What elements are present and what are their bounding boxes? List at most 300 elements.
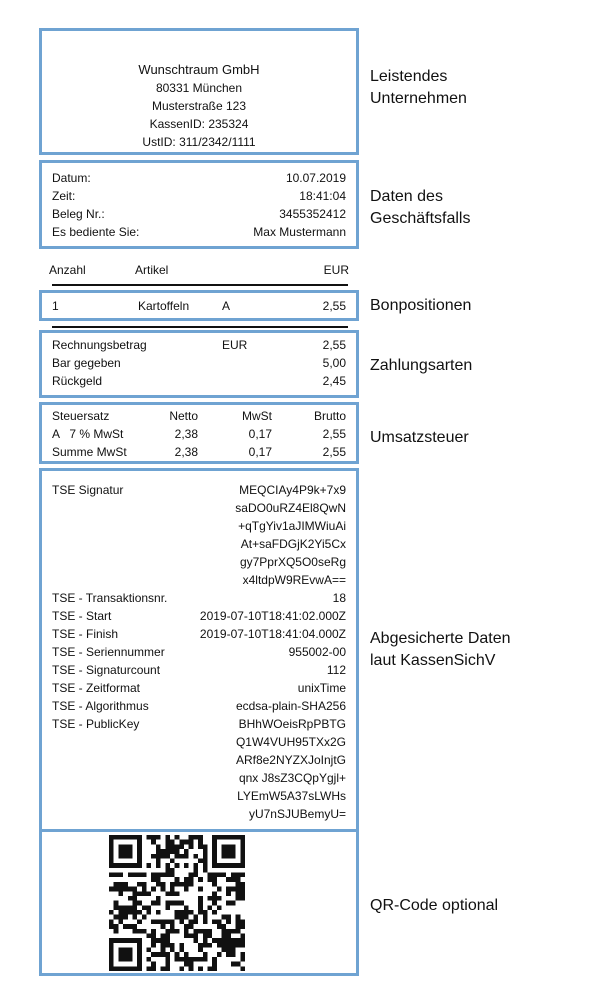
qr-module [123, 915, 128, 920]
qr-module [198, 948, 203, 953]
label-company-line: Unternehmen [370, 90, 467, 107]
qr-module [203, 943, 208, 948]
qr-module [156, 835, 161, 840]
qr-module [151, 854, 156, 859]
qr-module [137, 901, 142, 906]
qr-module [240, 891, 245, 896]
served-by-row [52, 223, 346, 241]
qr-module [118, 882, 123, 887]
qr-module [156, 863, 161, 868]
qr-module [226, 891, 231, 896]
qr-module [198, 905, 203, 910]
company-street: Musterstraße 123 [151, 99, 247, 113]
qr-module [156, 896, 161, 901]
date-row [52, 169, 346, 187]
qr-module [193, 929, 198, 934]
qr-module [240, 952, 245, 957]
qr-module [226, 938, 231, 943]
qr-module [212, 962, 217, 967]
label-transaction-line: Geschäftsfalls [370, 210, 471, 227]
qr-module [132, 873, 137, 878]
qr-module [198, 966, 203, 971]
qr-module [109, 858, 114, 863]
qr-module [179, 901, 184, 906]
qr-module [236, 924, 241, 929]
qr-module [222, 844, 227, 849]
qr-module [236, 929, 241, 934]
qr-module [203, 929, 208, 934]
qr-module [212, 840, 217, 845]
qr-module [207, 933, 212, 938]
qr-module [236, 863, 241, 868]
tse-field-label: TSE - Start [52, 609, 112, 623]
qr-module [132, 938, 137, 943]
tse-signature-row [52, 553, 346, 571]
item-article: Kartoffeln [138, 299, 190, 313]
qr-module [189, 966, 194, 971]
qr-module [123, 905, 128, 910]
tse-publickey-row [52, 805, 346, 823]
qr-module [231, 854, 236, 859]
qr-module [184, 933, 189, 938]
qr-module [240, 938, 245, 943]
qr-module [123, 952, 128, 957]
items-header-divider [52, 284, 348, 286]
qr-module [128, 849, 133, 854]
qr-module [151, 966, 156, 971]
qr-module [175, 929, 180, 934]
qr-module [179, 840, 184, 845]
qr-module [109, 854, 114, 859]
qr-module [132, 910, 137, 915]
qr-module [156, 910, 161, 915]
qr-module [184, 910, 189, 915]
qr-module [156, 882, 161, 887]
qr-module [212, 863, 217, 868]
company-name: Wunschtraum GmbH [138, 62, 260, 77]
qr-module [179, 957, 184, 962]
qr-module [236, 915, 241, 920]
qr-module [222, 938, 227, 943]
items-total-divider [52, 326, 348, 328]
qr-module [198, 858, 203, 863]
qr-module [109, 887, 114, 892]
total-row [52, 336, 346, 354]
qr-module [207, 877, 212, 882]
qr-module [175, 957, 180, 962]
tax-sum-gross: 2,55 [322, 445, 346, 459]
tax-header-row [52, 407, 346, 425]
tse-signature-row [52, 535, 346, 553]
qr-module [170, 849, 175, 854]
qr-module [222, 915, 227, 920]
qr-module [109, 840, 114, 845]
qr-module [118, 957, 123, 962]
payment-box [39, 330, 359, 398]
tse-publickey-line: yU7nSJUBemyU= [248, 807, 346, 821]
qr-module [217, 938, 222, 943]
qr-module [170, 840, 175, 845]
qr-module [142, 915, 147, 920]
qr-module [236, 835, 241, 840]
qr-module [156, 901, 161, 906]
qr-module [151, 901, 156, 906]
qr-module [156, 938, 161, 943]
tse-field-label: TSE - Finish [52, 627, 119, 641]
tax-row-rate: A 7 % MwSt [52, 427, 124, 441]
qr-module [170, 924, 175, 929]
qr-module [109, 863, 114, 868]
qr-module [240, 896, 245, 901]
qr-module [137, 919, 142, 924]
company-city: 80331 München [155, 81, 243, 95]
qr-module [179, 919, 184, 924]
qr-module [175, 854, 180, 859]
qr-module [118, 863, 123, 868]
qr-module [123, 910, 128, 915]
qr-module [118, 849, 123, 854]
date-value: 10.07.2019 [285, 171, 346, 185]
tse-signature-line: x4ltdpW9REvwA== [242, 573, 346, 587]
qr-module [114, 835, 119, 840]
tax-row [52, 425, 346, 443]
qr-module [165, 966, 170, 971]
qr-module [161, 919, 166, 924]
qr-module [226, 915, 231, 920]
qr-module [240, 873, 245, 878]
tse-publickey-line: ARf8e2NYZXJoInjtG [235, 753, 346, 767]
qr-module [114, 966, 119, 971]
qr-module [240, 919, 245, 924]
qr-module [175, 901, 180, 906]
qr-module [217, 943, 222, 948]
qr-module [193, 835, 198, 840]
items-header-qty: Anzahl [49, 263, 86, 277]
qr-module [203, 915, 208, 920]
qr-module [137, 854, 142, 859]
qr-module [142, 905, 147, 910]
qr-module [132, 901, 137, 906]
qr-module [175, 835, 180, 840]
qr-module [137, 943, 142, 948]
qr-module [137, 863, 142, 868]
qr-module [156, 858, 161, 863]
label-company-line: Leistendes [370, 68, 448, 85]
qr-module [109, 844, 114, 849]
qr-module [179, 844, 184, 849]
qr-module [184, 929, 189, 934]
qr-module [109, 948, 114, 953]
tse-qr-divider [42, 829, 356, 832]
tse-publickey-row [52, 733, 346, 751]
qr-module [203, 919, 208, 924]
qr-module [128, 896, 133, 901]
qr-module [165, 929, 170, 934]
qr-module [217, 835, 222, 840]
qr-module [165, 835, 170, 840]
qr-module [193, 919, 198, 924]
qr-module [203, 849, 208, 854]
qr-module [179, 910, 184, 915]
qr-module [203, 868, 208, 873]
qr-module [189, 840, 194, 845]
qr-module [123, 966, 128, 971]
qr-module [118, 873, 123, 878]
qr-module [137, 835, 142, 840]
qr-module [189, 844, 194, 849]
qr-module [137, 910, 142, 915]
tax-header-net: Netto [169, 409, 198, 423]
qr-module [179, 882, 184, 887]
qr-module [240, 849, 245, 854]
qr-module [165, 952, 170, 957]
qr-module [109, 910, 114, 915]
items-header [49, 261, 349, 279]
date-label: Datum: [52, 171, 91, 185]
qr-module [217, 952, 222, 957]
qr-module [175, 863, 180, 868]
qr-module [240, 840, 245, 845]
qr-module [156, 873, 161, 878]
qr-module [132, 896, 137, 901]
qr-module [236, 891, 241, 896]
qr-module [161, 966, 166, 971]
qr-module [226, 844, 231, 849]
qr-module [151, 929, 156, 934]
qr-module [212, 957, 217, 962]
qr-module [170, 929, 175, 934]
qr-module [109, 924, 114, 929]
qr-module [128, 844, 133, 849]
tse-publickey-line: Q1W4VUH95TXx2G [235, 735, 346, 749]
qr-module [240, 924, 245, 929]
qr-module [118, 905, 123, 910]
tse-publickey-row [52, 751, 346, 769]
qr-module [109, 952, 114, 957]
qr-module [231, 938, 236, 943]
qr-module [222, 929, 227, 934]
qr-module [212, 891, 217, 896]
qr-module [212, 844, 217, 849]
qr-module [212, 910, 217, 915]
qr-module [142, 873, 147, 878]
qr-module [203, 952, 208, 957]
tse-publickey-row [52, 769, 346, 787]
label-transaction-line: Daten des [370, 188, 443, 205]
qr-module [184, 877, 189, 882]
qr-module [118, 844, 123, 849]
qr-module [156, 919, 161, 924]
qr-module [170, 891, 175, 896]
company-ust-id: UstID: 311/2342/1111 [142, 135, 256, 149]
tse-signature-row [52, 517, 346, 535]
qr-module [137, 844, 142, 849]
qr-module [212, 919, 217, 924]
qr-module [118, 948, 123, 953]
qr-module [114, 887, 119, 892]
transaction-box [39, 160, 359, 249]
qr-module [240, 858, 245, 863]
item-qty: 1 [52, 299, 59, 313]
tse-field-label: TSE - Transaktionsnr. [52, 591, 168, 605]
qr-module [184, 840, 189, 845]
company-box [39, 28, 359, 155]
qr-module [189, 962, 194, 967]
qr-module [123, 948, 128, 953]
tse-publickey-line: BHhWOeisRpPBTG [238, 717, 346, 731]
qr-module [217, 887, 222, 892]
qr-module [109, 966, 114, 971]
qr-module [132, 966, 137, 971]
tse-publickey-row [52, 787, 346, 805]
qr-module [165, 863, 170, 868]
qr-module [151, 919, 156, 924]
cash-label: Bar gegeben [52, 356, 121, 370]
qr-module [151, 835, 156, 840]
tse-field-value: 2019-07-10T18:41:04.000Z [199, 627, 346, 641]
qr-module [114, 915, 119, 920]
tse-signature-line: At+saFDGjK2Yi5Cx [240, 537, 346, 551]
cash-value: 5,00 [322, 356, 346, 370]
qr-module [109, 835, 114, 840]
qr-module [198, 896, 203, 901]
qr-module [147, 863, 152, 868]
qr-module [226, 943, 231, 948]
qr-module [179, 854, 184, 859]
qr-module [114, 905, 119, 910]
qr-module [123, 849, 128, 854]
qr-module [193, 863, 198, 868]
qr-module [222, 854, 227, 859]
qr-module [114, 863, 119, 868]
qr-module [207, 966, 212, 971]
qr-module [217, 896, 222, 901]
qr-module [128, 863, 133, 868]
tse-publickey-label: TSE - PublicKey [52, 717, 140, 731]
qr-module [231, 943, 236, 948]
qr-module [118, 966, 123, 971]
qr-module [236, 896, 241, 901]
time-value: 18:41:04 [299, 189, 346, 203]
qr-module [240, 887, 245, 892]
qr-module [165, 905, 170, 910]
qr-module [198, 887, 203, 892]
qr-module [212, 854, 217, 859]
qr-module [118, 891, 123, 896]
tse-field-value: 112 [326, 663, 346, 677]
qr-module [226, 863, 231, 868]
qr-module [236, 962, 241, 967]
qr-module [165, 844, 170, 849]
tse-publickey-line: qnx J8sZ3CQpYgjl+ [238, 771, 346, 785]
qr-module [207, 873, 212, 878]
qr-module [170, 901, 175, 906]
qr-module [109, 919, 114, 924]
qr-module [203, 910, 208, 915]
qr-module [132, 863, 137, 868]
qr-module [128, 948, 133, 953]
qr-module [179, 943, 184, 948]
tax-header-gross: Brutto [313, 409, 346, 423]
qr-module [189, 873, 194, 878]
qr-module [165, 919, 170, 924]
qr-module [132, 905, 137, 910]
tse-field-label: TSE - Zeitformat [52, 681, 141, 695]
qr-module [151, 938, 156, 943]
qr-module [123, 882, 128, 887]
receipt-number-row [52, 205, 346, 223]
qr-module [147, 891, 152, 896]
time-label: Zeit: [52, 189, 76, 203]
served-by-label: Es bediente Sie: [52, 225, 140, 239]
qr-module [170, 868, 175, 873]
qr-module [222, 943, 227, 948]
qr-module [123, 887, 128, 892]
qr-module [231, 887, 236, 892]
qr-module [189, 957, 194, 962]
qr-module [137, 840, 142, 845]
qr-module [118, 952, 123, 957]
qr-module [203, 854, 208, 859]
qr-module [156, 877, 161, 882]
qr-module [123, 863, 128, 868]
qr-module [161, 938, 166, 943]
qr-module [184, 952, 189, 957]
qr-module [147, 948, 152, 953]
qr-module [184, 962, 189, 967]
qr-module [222, 948, 227, 953]
qr-module [123, 854, 128, 859]
qr-module [170, 948, 175, 953]
qr-module [114, 924, 119, 929]
qr-module [165, 938, 170, 943]
qr-module [222, 924, 227, 929]
qr-module [184, 924, 189, 929]
qr-module [161, 948, 166, 953]
qr-module [212, 835, 217, 840]
tse-field-value: 955002-00 [288, 645, 346, 659]
qr-module [184, 863, 189, 868]
qr-module [118, 938, 123, 943]
qr-module [123, 844, 128, 849]
qr-module [222, 873, 227, 878]
qr-module [151, 943, 156, 948]
label-items: Bonpositionen [370, 297, 472, 314]
qr-module [114, 929, 119, 934]
qr-module [165, 849, 170, 854]
tse-signature-row [52, 571, 346, 589]
qr-module [165, 868, 170, 873]
qr-module [212, 901, 217, 906]
label-tse-line: Abgesicherte Daten [370, 630, 511, 647]
qr-module [114, 873, 119, 878]
qr-module [156, 844, 161, 849]
change-row [52, 372, 346, 390]
tax-sum-vat: 0,17 [248, 445, 272, 459]
qr-module [137, 938, 142, 943]
qr-module [222, 863, 227, 868]
qr-module [118, 915, 123, 920]
qr-module [170, 919, 175, 924]
qr-module [198, 877, 203, 882]
receipt-number-value: 3455352412 [279, 207, 346, 221]
qr-module [207, 943, 212, 948]
tse-field-row [52, 589, 346, 607]
qr-module [170, 887, 175, 892]
qr-module [231, 929, 236, 934]
qr-module [231, 952, 236, 957]
qr-module [175, 915, 180, 920]
